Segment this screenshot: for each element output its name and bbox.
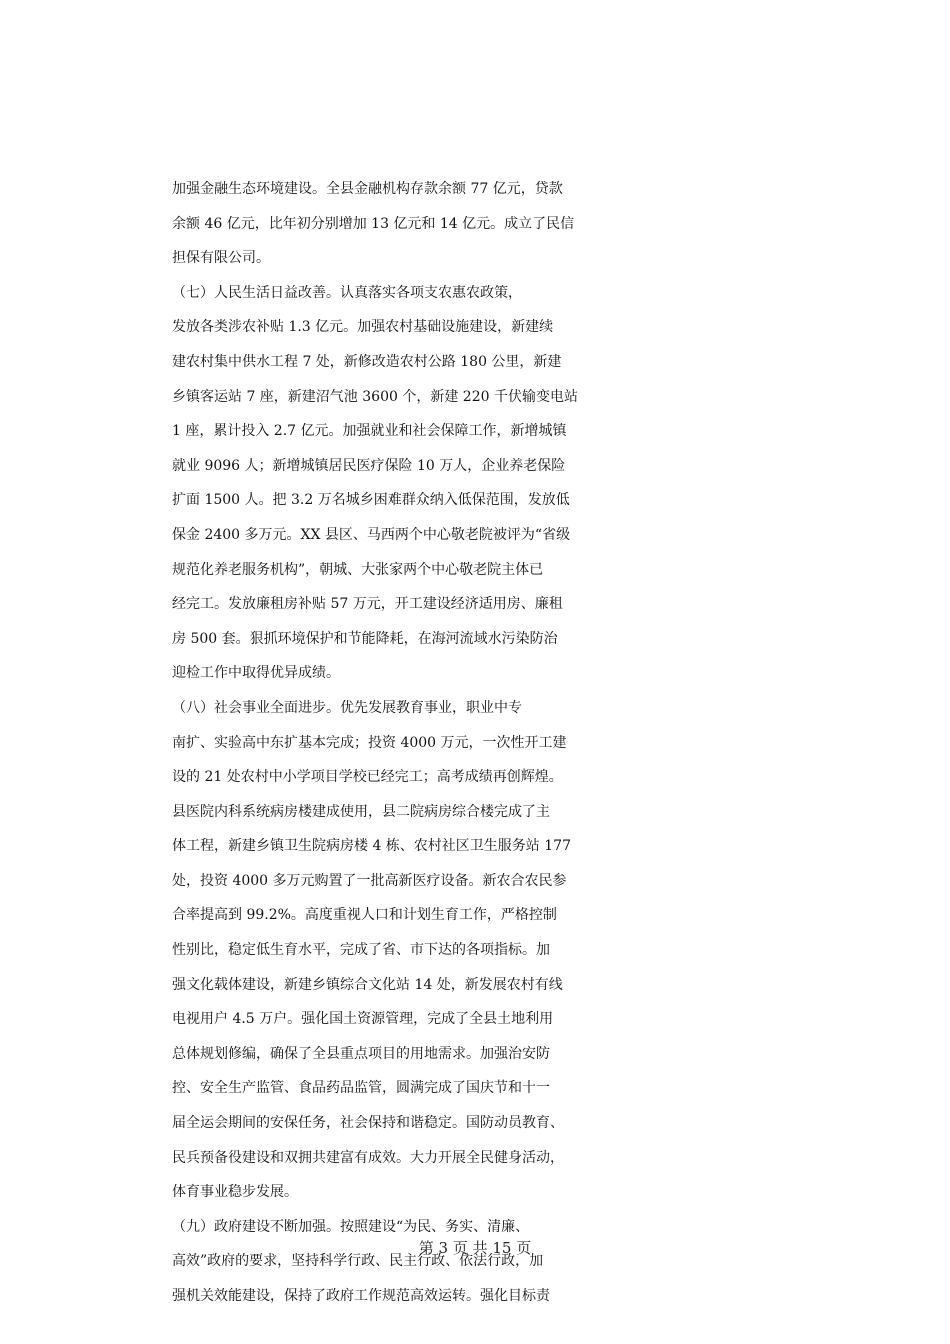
text-line: 就业 9096 人；新增城镇居民医疗保险 10 万人，企业养老保险 (172, 457, 566, 474)
text-line: 房 500 套。狠抓环境保护和节能降耗，在海河流域水污染防治 (172, 630, 558, 647)
text-line: 担保有限公司。 (172, 250, 270, 267)
text-line: 体工程，新建乡镇卫生院病房楼 4 栋、农村社区卫生服务站 177 (172, 838, 571, 855)
text-line: （八）社会事业全面进步。优先发展教育事业，职业中专 (172, 699, 522, 716)
text-line: 处，投资 4000 多万元购置了一批高新医疗设备。新农合农民参 (172, 872, 567, 889)
text-line: 加强金融生态环境建设。全县金融机构存款余额 77 亿元，贷款 (172, 181, 563, 197)
text-line: 设的 21 处农村中小学项目学校已经完工；高考成绩再创辉煌。 (172, 769, 563, 786)
text-line: 强文化载体建设，新建乡镇综合文化站 14 处，新发展农村有线 (172, 976, 563, 993)
text-line: 发放各类涉农补贴 1.3 亿元。加强农村基础设施建设，新建续 (172, 319, 554, 336)
text-line: 性别比，稳定低生育水平，完成了省、市下达的各项指标。加 (172, 942, 550, 959)
text-line: 总体规划修编，确保了全县重点项目的用地需求。加强治安防 (172, 1045, 550, 1062)
text-line: 电视用户 4.5 万户。强化国土资源管理，完成了全县土地利用 (172, 1011, 554, 1028)
body-text (172, 172, 832, 1314)
page-number-footer: 第 3 页 共 15 页 (418, 1239, 532, 1257)
text-line: 建农村集中供水工程 7 处，新修改造农村公路 180 公里，新建 (172, 353, 562, 370)
text-line: 民兵预备役建设和双拥共建富有成效。大力开展全民健身活动， (172, 1149, 564, 1166)
text-line: （九）政府建设不断加强。按照建设“为民、务实、清廉、 (172, 1218, 530, 1235)
text-line: 余额 46 亿元，比年初分别增加 13 亿元和 14 亿元。成立了民信 (172, 215, 575, 232)
text-line: 1 座，累计投入 2.7 亿元。加强就业和社会保障工作，新增城镇 (172, 423, 567, 440)
text-line: 体育事业稳步发展。 (172, 1184, 298, 1201)
text-line: 乡镇客运站 7 座，新建沼气池 3600 个，新建 220 千伏输变电站 (172, 388, 578, 405)
text-line: 扩面 1500 人。把 3.2 万名城乡困难群众纳入低保范围，发放低 (172, 492, 570, 509)
text-line: 合率提高到 99.2%。高度重视人口和计划生育工作，严格控制 (172, 907, 557, 924)
text-line: 县医院内科系统病房楼建成使用，县二院病房综合楼完成了主 (172, 803, 550, 820)
text-line: （七）人民生活日益改善。认真落实各项支农惠农政策， (172, 284, 522, 301)
text-line: 规范化养老服务机构”，朝城、大张家两个中心敬老院主体已 (172, 561, 544, 578)
text-line: 保金 2400 多万元。XX 县区、马西两个中心敬老院被评为“省级 (172, 526, 571, 543)
text-line: 迎检工作中取得优异成绩。 (172, 665, 340, 682)
text-line: 经完工。发放廉租房补贴 57 万元，开工建设经济适用房、廉租 (172, 596, 563, 613)
text-line: 强机关效能建设，保持了政府工作规范高效运转。强化目标责 (172, 1288, 550, 1304)
text-line: 南扩、实验高中东扩基本完成；投资 4000 万元，一次性开工建 (172, 734, 567, 751)
text-line: 控、安全生产监管、食品药品监管，圆满完成了国庆节和十一 (172, 1080, 550, 1097)
text-line: 届全运会期间的安保任务，社会保持和谐稳定。国防动员教育、 (172, 1115, 564, 1132)
text-line: 高效”政府的要求，坚持科学行政、民主行政、依法行政，加 (172, 1253, 544, 1270)
